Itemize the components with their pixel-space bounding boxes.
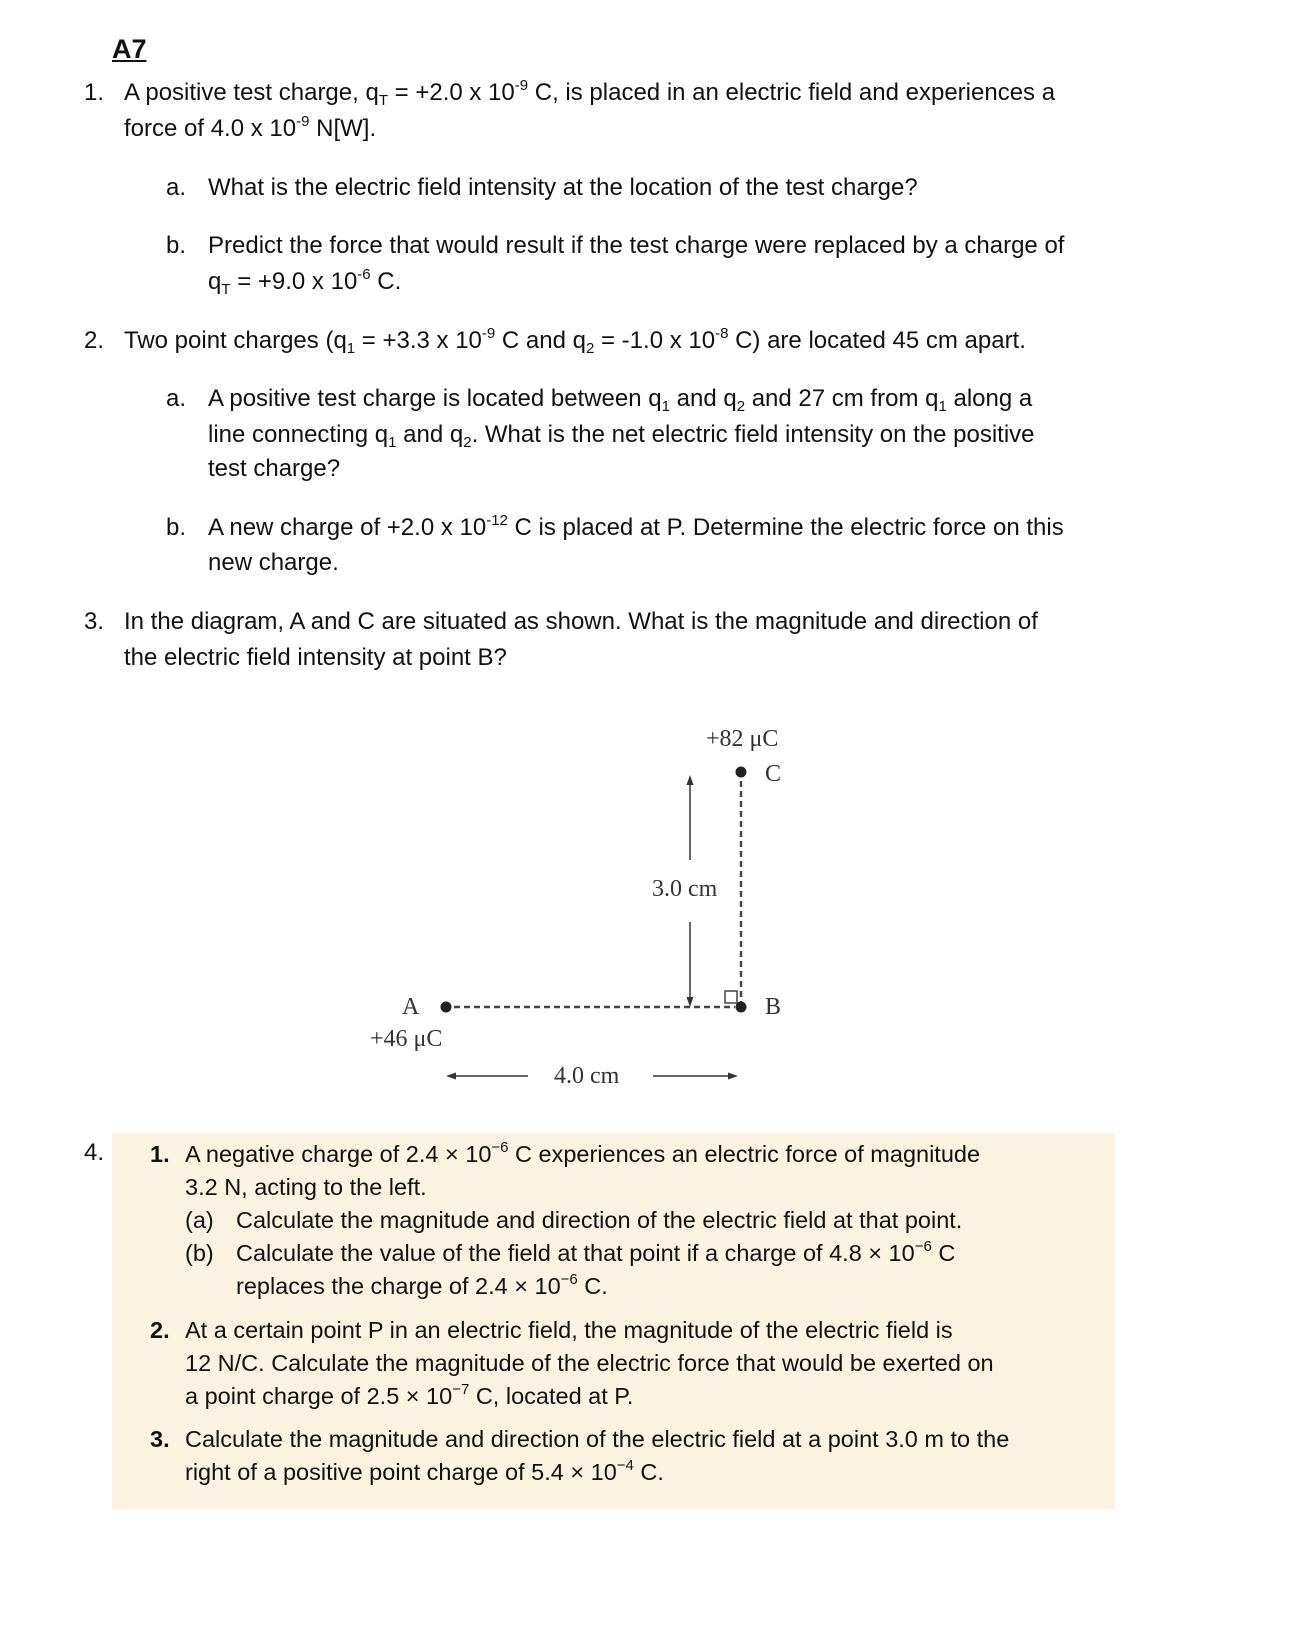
q4-p1b-label: (b) [185, 1240, 214, 1266]
q3-line2: the electric field intensity at point B? [124, 644, 507, 671]
q1a-text: What is the electric field intensity at the location of the test charge? [208, 174, 918, 201]
q4-p1-number: 1. [150, 1141, 170, 1167]
q4-p2-line3: a point charge of $2.5 \times 10^{-7}$ C, located at P. [185, 1381, 634, 1409]
q4-p1-line2: 3.2 N, acting to the left. [185, 1174, 427, 1200]
q4-p3-number: 3. [150, 1426, 170, 1452]
charge-c-dot [736, 767, 747, 778]
q2a-label: a. [166, 385, 187, 412]
q4-p1a-text: Calculate the magnitude and direction of the electric field at that point. [236, 1207, 963, 1233]
q1b-line1: Predict the force that would result if the test charge were replaced by a charge of [208, 232, 1065, 259]
q2b-line1: A new charge of +2.0 x $10^{-12}$ C is placed at P. Determine the electric force on this [208, 512, 1064, 541]
point-b-dot [736, 1002, 747, 1013]
q1-line2: force of 4.0 x $10^{-9}$ N[W]. [124, 113, 377, 142]
q2-number: 2. [84, 327, 105, 354]
q4-p3-line2: right of a positive point charge of $5.4 \times 10^{-4}$ C. [185, 1457, 664, 1485]
q2a-line3: test charge? [208, 455, 341, 482]
q3-line1: In the diagram, A and C are situated as shown. What is the magnitude and direction of [124, 608, 1038, 635]
q4-p2-line2: 12 N/C. Calculate the magnitude of the electric force that would be exerted on [185, 1350, 994, 1376]
right-angle-marker [725, 991, 737, 1003]
charge-a-value: +46 μC [370, 1026, 443, 1052]
q1-line1: A positive test charge, $q_T = +2.0$ x $10^{-9}$ C, is placed in an electric field and experiences a [124, 77, 1056, 109]
q3-number: 3. [84, 608, 105, 635]
q4-p2-line1: At a certain point P in an electric field, the magnitude of the electric field is [185, 1317, 953, 1343]
arrow-down-icon [687, 997, 694, 1007]
q4-p1b-line1: Calculate the value of the field at that point if a charge of $4.8 \times 10^{-6}$ C [236, 1238, 956, 1266]
label-b: B [765, 994, 782, 1020]
q2a-line2: line connecting $q_1$ and $q_2$. What is the net electric field intensity on the positive [208, 421, 1035, 451]
horizontal-distance-label: 4.0 cm [554, 1063, 620, 1089]
page-title: A7 [112, 34, 147, 64]
q4-p1a-label: (a) [185, 1207, 214, 1233]
vertical-distance-label: 3.0 cm [652, 876, 718, 902]
q2-line1: Two point charges ($q_1 = +3.3$ x $10^{-9}$ C and $q_2 = -1.0$ x $10^{-8}$ C) are located 45 cm apart. [124, 325, 1026, 357]
textbook-excerpt-box [112, 1133, 1115, 1509]
q1a-label: a. [166, 174, 187, 201]
q4-number: 4. [84, 1139, 105, 1166]
charge-c-value: +82 μC [706, 726, 779, 752]
q4-p1b-line2: replaces the charge of $2.4 \times 10^{-6}$ C. [236, 1271, 608, 1299]
q2a-line1: A positive test charge is located between $q_1$ and $q_2$ and 27 cm from $q_1$ along a [208, 385, 1033, 415]
label-c: C [765, 761, 782, 787]
q4-p1-line1: A negative charge of $2.4 \times 10^{-6}$ C experiences an electric force of magnitude [185, 1139, 981, 1167]
arrow-right-icon [728, 1073, 738, 1080]
charge-a-dot [441, 1002, 452, 1013]
arrow-up-icon [687, 775, 694, 785]
label-a: A [402, 994, 420, 1020]
q1-number: 1. [84, 79, 105, 106]
q2b-line2: new charge. [208, 549, 339, 576]
q1b-label: b. [166, 232, 187, 259]
arrow-left-icon [446, 1073, 456, 1080]
q4-p2-number: 2. [150, 1317, 170, 1343]
q2b-label: b. [166, 514, 187, 541]
charge-diagram [360, 715, 830, 1100]
q1b-line2: $q_T = +9.0$ x $10^{-6}$ C. [208, 266, 402, 298]
q4-p3-line1: Calculate the magnitude and direction of the electric field at a point 3.0 m to the [185, 1426, 1010, 1452]
